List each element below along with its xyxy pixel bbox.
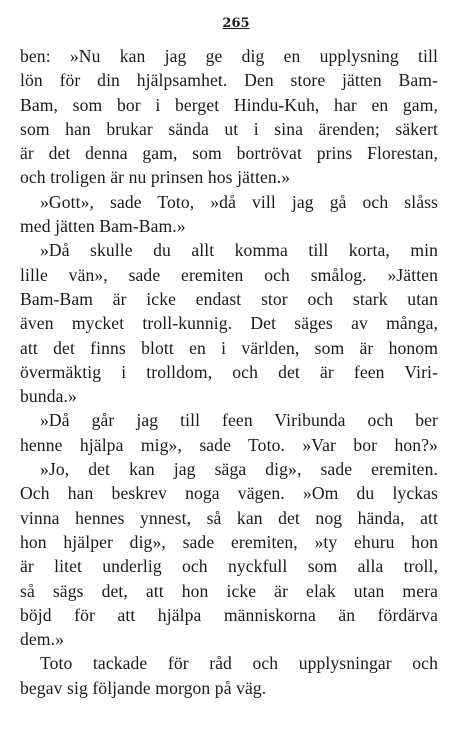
text-line: som han brukar sända ut i sina ärenden; säkert [20,118,438,139]
body-text [20,44,438,700]
page-number: 265 [222,16,250,31]
text-line: Och han beskrev noga vägen. »Om du lyckas [20,483,438,504]
text-line: henne hjälpa mig», sade Toto. »Var bor hon?» [20,434,438,455]
text-line: och troligen är nu prinsen hos jätten.» [20,167,291,188]
text-line: övermäktig i trolldom, och det är feen Viri- [20,361,438,382]
text-line: begav sig följande morgon på väg. [20,677,267,698]
text-line: Bam, som bor i berget Hindu-Kuh, har en gam, [20,94,438,115]
text-line: hon hjälper dig», sade eremiten, »ty ehuru hon [20,531,438,552]
text-line: lille vän», sade eremiten och smålog. »Jätten [20,264,438,285]
text-line: böjd för att hjälpa människorna än fördärva [20,604,438,625]
text-line: ben: »Nu kan jag ge dig en upplysning till [20,46,438,66]
text-line: vinna hennes ynnest, så kan det nog hända, att [20,507,438,528]
text-line: dem.» [20,629,64,650]
text-line: »Då skulle du allt komma till korta, min [40,240,438,261]
text-line: lön för din hjälpsamhet. Den store jätten Bam- [20,70,438,91]
text-line: Bam-Bam är icke endast stor och stark utan [20,288,438,309]
text-line: »Gott», sade Toto, »då vill jag gå och slåss [40,191,438,212]
text-line: är det denna gam, som bortrövat prins Florestan, [20,143,438,164]
text-line: Toto tackade för råd och upplysningar och [40,653,438,674]
text-line: är litet underlig och nyckfull som alla troll, [20,556,438,577]
text-line: »Jo, det kan jag säga dig», sade eremiten. [40,459,438,480]
text-line: att det finns blott en i världen, som är honom [20,337,438,358]
text-line: så sägs det, att hon icke är elak utan mera [20,580,438,601]
text-line: även mycket troll-kunnig. Det säges av många, [20,313,438,334]
text-line: med jätten Bam-Bam.» [20,216,186,237]
text-line: »Då går jag till feen Viribunda och ber [40,410,438,431]
text-line: bunda.» [20,386,77,407]
